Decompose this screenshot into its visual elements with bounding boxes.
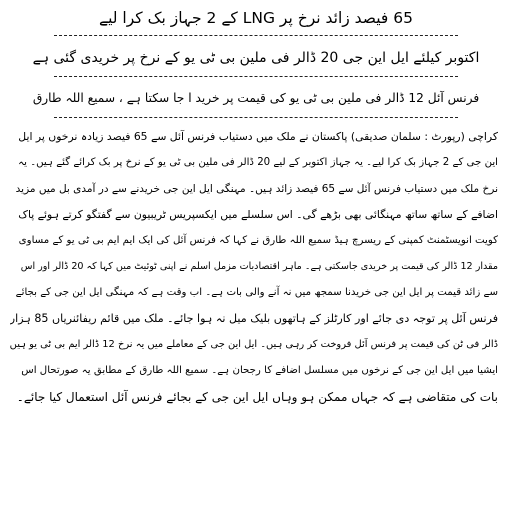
article-line: ایشیا میں ایل این جی کے نرخوں میں مسلسل اضافے کا رجحان ہے۔ سمیع اللہ طارق کے مطابق یہ صورتحال اس: [21, 365, 498, 376]
article-line: کویت انویسٹمنٹ کمپنی کے ریسرچ ہیڈ سمیع اللہ طارق نے کہا کہ فرنس آئل کی ایک ایم ایم بی ٹی یو کے مساوی: [18, 235, 498, 246]
article-line: بات کی متقاضی ہے کہ جہاں ممکن ہو وہاں ایل این جی کے بجائے فرنس آئل استعمال کیا جائے۔: [16, 390, 498, 404]
article-line: سے زائد قیمت پر ایل این جی خریدنا سمجھ میں نہ آنے والی بات ہے۔ اب وقت ہے کہ مہنگی ایل این جی کے بجائے: [15, 287, 498, 298]
article-line: این جی کے 2 جہاز بک کرا لیے۔ یہ جہاز اکتوبر کے لیے 20 ڈالر فی ملین بی ٹی یو کے نرخ پر بک کرائے گئے ہیں۔ یہ: [18, 157, 498, 168]
headline-sub-1: اکتوبر کیلئے ایل این جی 20 ڈالر فی ملین بی ٹی یو کے نرخ پر خریدی گئی ہے: [32, 50, 480, 66]
article-line: کراچی (رپورٹ : سلمان صدیقی) پاکستان نے ملک میں دستیاب فرنس آئل سے 65 فیصد زیادہ نرخوں پر ایل: [18, 130, 498, 143]
article-line: ڈالر فی ٹن کی قیمت پر فرنس آئل فروخت کر رہی ہیں۔ ایل این جی کے معاملے میں یہ نرخ 12 ڈالر ایم بی ٹی یو ہیں: [10, 339, 498, 350]
article-line: مقدار 12 ڈالر کی قیمت پر خریدی جاسکتی ہے۔ ماہر اقتصادیات مزمل اسلم نے اپنی ٹوئیٹ میں کہا کہ 20 ڈالر اور اس: [20, 261, 498, 272]
article-body: [10, 124, 498, 410]
divider-1: [54, 35, 458, 36]
headline-sub-2: فرنس آئل 12 ڈالر فی ملین بی ٹی یو کی قیمت پر خرید ا جا سکتا ہے ، سمیع اللہ طارق: [32, 91, 480, 105]
divider-2: [54, 76, 458, 77]
article-line: فرنس آئل پر توجہ دی جائے اور کارٹلز کے ہاتھوں بلیک میل نہ ہوا جائے۔ ملک میں قائم ریفائنریاں 85 ہزار: [10, 312, 498, 325]
article-line: اضافے کے ساتھ ساتھ مہنگائی بھی بڑھے گی۔ اس سلسلے میں ایکسپریس ٹریبیون سے گفتگو کرتے ہوئے پاک: [18, 208, 498, 221]
article-line: نرخ ملک میں دستیاب فرنس آئل سے 65 فیصد زائد ہیں۔ مہنگی ایل این جی خریدنے سے در آمدی بل میں مزید: [15, 183, 498, 195]
divider-3: [54, 117, 458, 118]
headline-main: 65 فیصد زائد نرخ پر LNG کے 2 جہاز بک کرا لیے: [99, 9, 413, 27]
